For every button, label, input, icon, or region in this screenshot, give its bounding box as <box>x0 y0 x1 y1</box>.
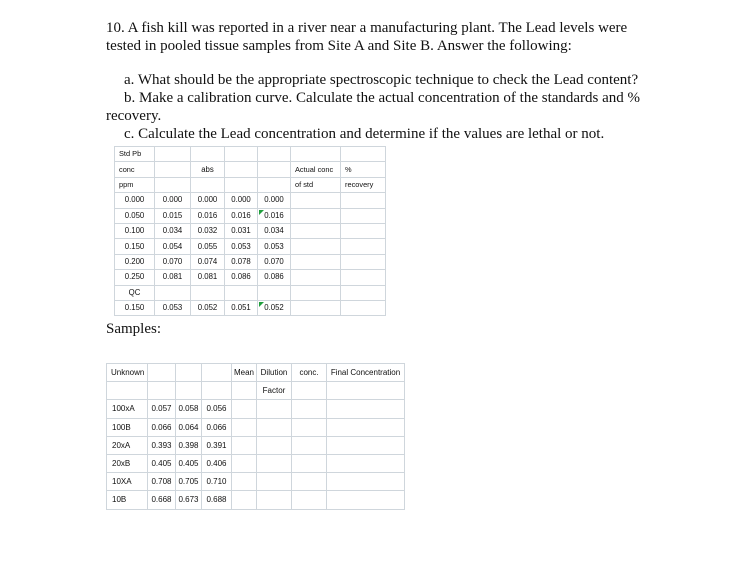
table-cell: 0.150 <box>115 300 155 315</box>
header-actual-conc: Actual conc <box>291 162 341 177</box>
table-row <box>107 454 405 472</box>
table-cell: 0.000 <box>258 193 291 208</box>
table-cell: 0.078 <box>225 254 258 269</box>
table-cell: 0.053 <box>225 239 258 254</box>
table-row <box>115 270 386 285</box>
table-cell: 0.052 <box>191 300 225 315</box>
table-cell: 0.053 <box>155 300 191 315</box>
table-cell: 0.081 <box>191 270 225 285</box>
table-cell: 0.054 <box>155 239 191 254</box>
question-part-a: a. What should be the appropriate spectroscopic technique to check the Lead content? <box>124 72 639 88</box>
table-row <box>115 300 386 315</box>
sample-label: 10XA <box>107 473 148 491</box>
table-cell: 0.081 <box>155 270 191 285</box>
qc-label: QC <box>115 285 155 300</box>
table-row <box>115 147 386 162</box>
table-cell: 0.000 <box>155 193 191 208</box>
table-row <box>115 239 386 254</box>
table-cell: 0.016 <box>225 208 258 223</box>
table-cell: 0.070 <box>155 254 191 269</box>
sample-label: 100xA <box>107 400 148 418</box>
table-cell: 0.100 <box>115 223 155 238</box>
table-cell: 0.705 <box>176 473 202 491</box>
table-cell: 0.688 <box>202 491 232 509</box>
table-cell: 0.053 <box>258 239 291 254</box>
table-row <box>107 418 405 436</box>
table-row <box>115 223 386 238</box>
table-cell: 0.000 <box>225 193 258 208</box>
table-cell: 0.000 <box>115 193 155 208</box>
table-cell: 0.031 <box>225 223 258 238</box>
question-line-1: 10. A fish kill was reported in a river near a manufacturing plant. The Lead levels were <box>106 20 628 36</box>
table-cell: 0.057 <box>148 400 176 418</box>
table-cell: 0.673 <box>176 491 202 509</box>
table-cell: 0.406 <box>202 454 232 472</box>
header-of-std: of std <box>291 177 341 192</box>
table-row <box>107 364 405 382</box>
header-conc: conc <box>115 162 155 177</box>
header-std-pb: Std Pb <box>115 147 155 162</box>
table-cell: 0.015 <box>155 208 191 223</box>
standards-table <box>114 146 386 316</box>
table-cell: 0.393 <box>148 436 176 454</box>
table-cell: 0.055 <box>191 239 225 254</box>
table-cell: 0.086 <box>225 270 258 285</box>
table-row <box>115 285 386 300</box>
table-row <box>107 473 405 491</box>
table-cell: 0.000 <box>191 193 225 208</box>
table-cell: 0.056 <box>202 400 232 418</box>
table-cell: 0.150 <box>115 239 155 254</box>
table-cell: 0.398 <box>176 436 202 454</box>
table-cell: 0.066 <box>202 418 232 436</box>
table-cell: 0.710 <box>202 473 232 491</box>
sample-label: 10B <box>107 491 148 509</box>
header-conc: conc. <box>292 364 327 382</box>
table-cell: 0.058 <box>176 400 202 418</box>
table-row <box>107 400 405 418</box>
table-row <box>115 193 386 208</box>
table-cell: 0.405 <box>148 454 176 472</box>
table-cell: 0.050 <box>115 208 155 223</box>
table-cell: 0.052 <box>258 300 291 315</box>
table-cell: 0.074 <box>191 254 225 269</box>
sample-label: 20xB <box>107 454 148 472</box>
question-part-c: c. Calculate the Lead concentration and determine if the values are lethal or not. <box>124 126 605 142</box>
table-cell: 0.250 <box>115 270 155 285</box>
header-percent: % <box>341 162 386 177</box>
table-cell: 0.051 <box>225 300 258 315</box>
table-cell: 0.034 <box>258 223 291 238</box>
table-row <box>107 491 405 509</box>
header-ppm: ppm <box>115 177 155 192</box>
table-cell: 0.200 <box>115 254 155 269</box>
sample-label: 100B <box>107 418 148 436</box>
table-cell: 0.086 <box>258 270 291 285</box>
table-cell: 0.016 <box>191 208 225 223</box>
sample-label: 20xA <box>107 436 148 454</box>
table-row <box>115 208 386 223</box>
table-cell: 0.034 <box>155 223 191 238</box>
table-cell: 0.708 <box>148 473 176 491</box>
table-row <box>107 436 405 454</box>
header-dilution: Dilution <box>257 364 292 382</box>
header-mean: Mean <box>232 364 257 382</box>
header-unknown: Unknown <box>107 364 148 382</box>
table-cell: 0.405 <box>176 454 202 472</box>
samples-label: Samples: <box>106 321 161 337</box>
table-cell: 0.064 <box>176 418 202 436</box>
header-abs: abs <box>191 162 225 177</box>
table-row <box>115 162 386 177</box>
question-part-b-continued: recovery. <box>106 108 162 124</box>
table-row <box>115 254 386 269</box>
table-cell: 0.668 <box>148 491 176 509</box>
question-part-b: b. Make a calibration curve. Calculate the actual concentration of the standards and % <box>124 90 641 106</box>
table-cell: 0.391 <box>202 436 232 454</box>
question-line-2: tested in pooled tissue samples from Site A and Site B. Answer the following: <box>106 38 572 54</box>
table-cell: 0.032 <box>191 223 225 238</box>
table-row <box>107 382 405 400</box>
samples-table <box>106 363 405 510</box>
table-cell: 0.016 <box>258 208 291 223</box>
table-row <box>115 177 386 192</box>
table-cell: 0.066 <box>148 418 176 436</box>
header-recovery: recovery <box>341 177 386 192</box>
table-cell: 0.070 <box>258 254 291 269</box>
header-final-concentration: Final Concentration <box>327 364 405 382</box>
header-factor: Factor <box>257 382 292 400</box>
